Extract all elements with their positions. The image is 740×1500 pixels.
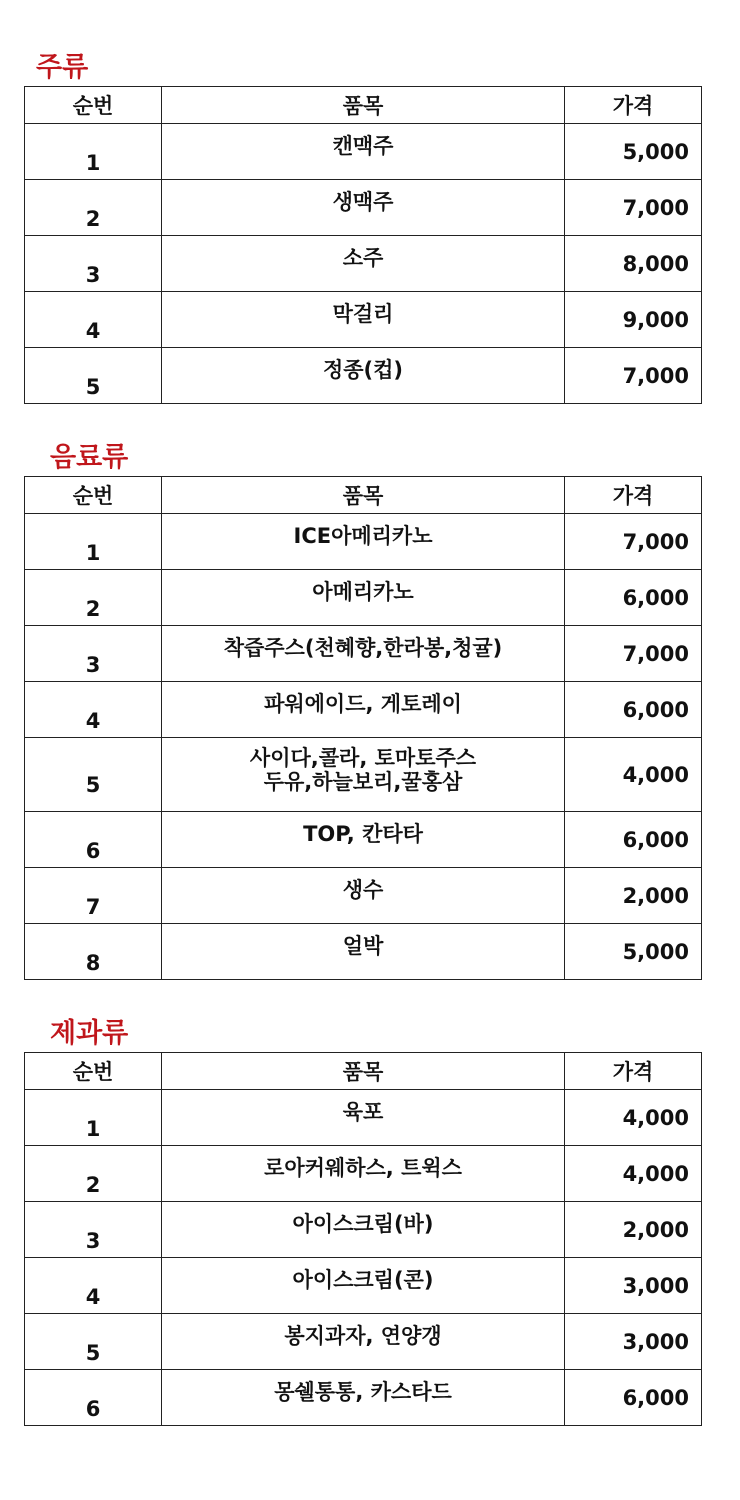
table-row <box>25 868 701 924</box>
header-price: 가격 <box>612 1060 654 1084</box>
item-no: 7 <box>25 868 162 923</box>
table-row <box>25 1146 701 1202</box>
item-name: 아이스크림(바) <box>162 1202 565 1257</box>
table-row <box>25 570 701 626</box>
item-name: 소주 <box>162 236 565 291</box>
table-row <box>25 812 701 868</box>
item-name: 파워에이드, 게토레이 <box>162 682 565 737</box>
table-row <box>25 738 701 812</box>
section-title: 음료류 <box>50 442 129 473</box>
item-name: 얼박 <box>162 924 565 979</box>
item-no: 4 <box>25 292 162 347</box>
section-liquor <box>24 50 702 402</box>
item-no: 2 <box>25 1146 162 1201</box>
item-name-line: 사이다,콜라, 토마토주스 <box>249 746 477 770</box>
price-table <box>24 476 702 980</box>
item-price: 6,000 <box>622 1385 689 1410</box>
table-row <box>25 1314 701 1370</box>
price-table <box>24 86 702 404</box>
item-price: 4,000 <box>622 1105 689 1130</box>
item-price: 9,000 <box>622 307 689 332</box>
table-row <box>25 292 701 348</box>
table-row <box>25 180 701 236</box>
item-no: 3 <box>25 1202 162 1257</box>
item-no: 2 <box>25 570 162 625</box>
item-name: 아메리카노 <box>162 570 565 625</box>
item-price: 4,000 <box>622 1161 689 1186</box>
item-no: 2 <box>25 180 162 235</box>
item-no: 1 <box>25 1090 162 1145</box>
item-no: 5 <box>25 1314 162 1369</box>
item-price: 6,000 <box>622 827 689 852</box>
item-price: 3,000 <box>622 1273 689 1298</box>
item-price: 4,000 <box>622 762 689 787</box>
header-no: 순번 <box>25 1053 162 1089</box>
item-no: 5 <box>25 348 162 403</box>
item-no: 1 <box>25 124 162 179</box>
item-price: 8,000 <box>622 251 689 276</box>
header-name: 품목 <box>162 1053 565 1089</box>
header-price: 가격 <box>612 484 654 508</box>
section-title: 제과류 <box>50 1018 129 1049</box>
table-header <box>25 477 701 514</box>
table-row <box>25 124 701 180</box>
header-name: 품목 <box>162 477 565 513</box>
item-price: 5,000 <box>622 139 689 164</box>
item-no: 3 <box>25 236 162 291</box>
table-row <box>25 682 701 738</box>
item-name <box>162 738 565 811</box>
item-price: 7,000 <box>622 363 689 388</box>
header-no: 순번 <box>25 477 162 513</box>
item-name: 착즙주스(천혜향,한라봉,청귤) <box>162 626 565 681</box>
item-name: 생수 <box>162 868 565 923</box>
item-price: 3,000 <box>622 1329 689 1354</box>
item-name: ICE아메리카노 <box>162 514 565 569</box>
item-price: 2,000 <box>622 1217 689 1242</box>
item-no: 6 <box>25 1370 162 1425</box>
item-no: 8 <box>25 924 162 979</box>
item-no: 6 <box>25 812 162 867</box>
item-price: 7,000 <box>622 195 689 220</box>
item-name: 육포 <box>162 1090 565 1145</box>
table-row <box>25 1258 701 1314</box>
item-no: 4 <box>25 682 162 737</box>
table-header <box>25 1053 701 1090</box>
item-no: 4 <box>25 1258 162 1313</box>
price-table <box>24 1052 702 1426</box>
section-title: 주류 <box>36 52 89 83</box>
item-name-line: 두유,하늘보리,꿀홍삼 <box>263 770 463 794</box>
table-row <box>25 236 701 292</box>
item-name: 캔맥주 <box>162 124 565 179</box>
item-no: 3 <box>25 626 162 681</box>
item-price: 2,000 <box>622 883 689 908</box>
section-beverages <box>24 440 702 980</box>
item-name: 로아커웨하스, 트윅스 <box>162 1146 565 1201</box>
item-price: 6,000 <box>622 697 689 722</box>
section-snacks <box>24 1016 702 1426</box>
table-row <box>25 1090 701 1146</box>
table-row <box>25 348 701 404</box>
item-name: TOP, 칸타타 <box>162 812 565 867</box>
table-row <box>25 1370 701 1426</box>
item-name: 막걸리 <box>162 292 565 347</box>
item-price: 7,000 <box>622 529 689 554</box>
item-name: 몽쉘통통, 카스타드 <box>162 1370 565 1425</box>
table-row <box>25 626 701 682</box>
item-name: 봉지과자, 연양갱 <box>162 1314 565 1369</box>
item-price: 5,000 <box>622 939 689 964</box>
header-price: 가격 <box>612 94 654 118</box>
table-row <box>25 1202 701 1258</box>
header-name: 품목 <box>162 87 565 123</box>
item-price: 7,000 <box>622 641 689 666</box>
item-name: 아이스크림(콘) <box>162 1258 565 1313</box>
item-name: 생맥주 <box>162 180 565 235</box>
item-no: 5 <box>25 738 162 811</box>
table-header <box>25 87 701 124</box>
item-price: 6,000 <box>622 585 689 610</box>
table-row <box>25 924 701 980</box>
table-row <box>25 514 701 570</box>
item-name: 정종(컵) <box>162 348 565 403</box>
item-no: 1 <box>25 514 162 569</box>
header-no: 순번 <box>25 87 162 123</box>
